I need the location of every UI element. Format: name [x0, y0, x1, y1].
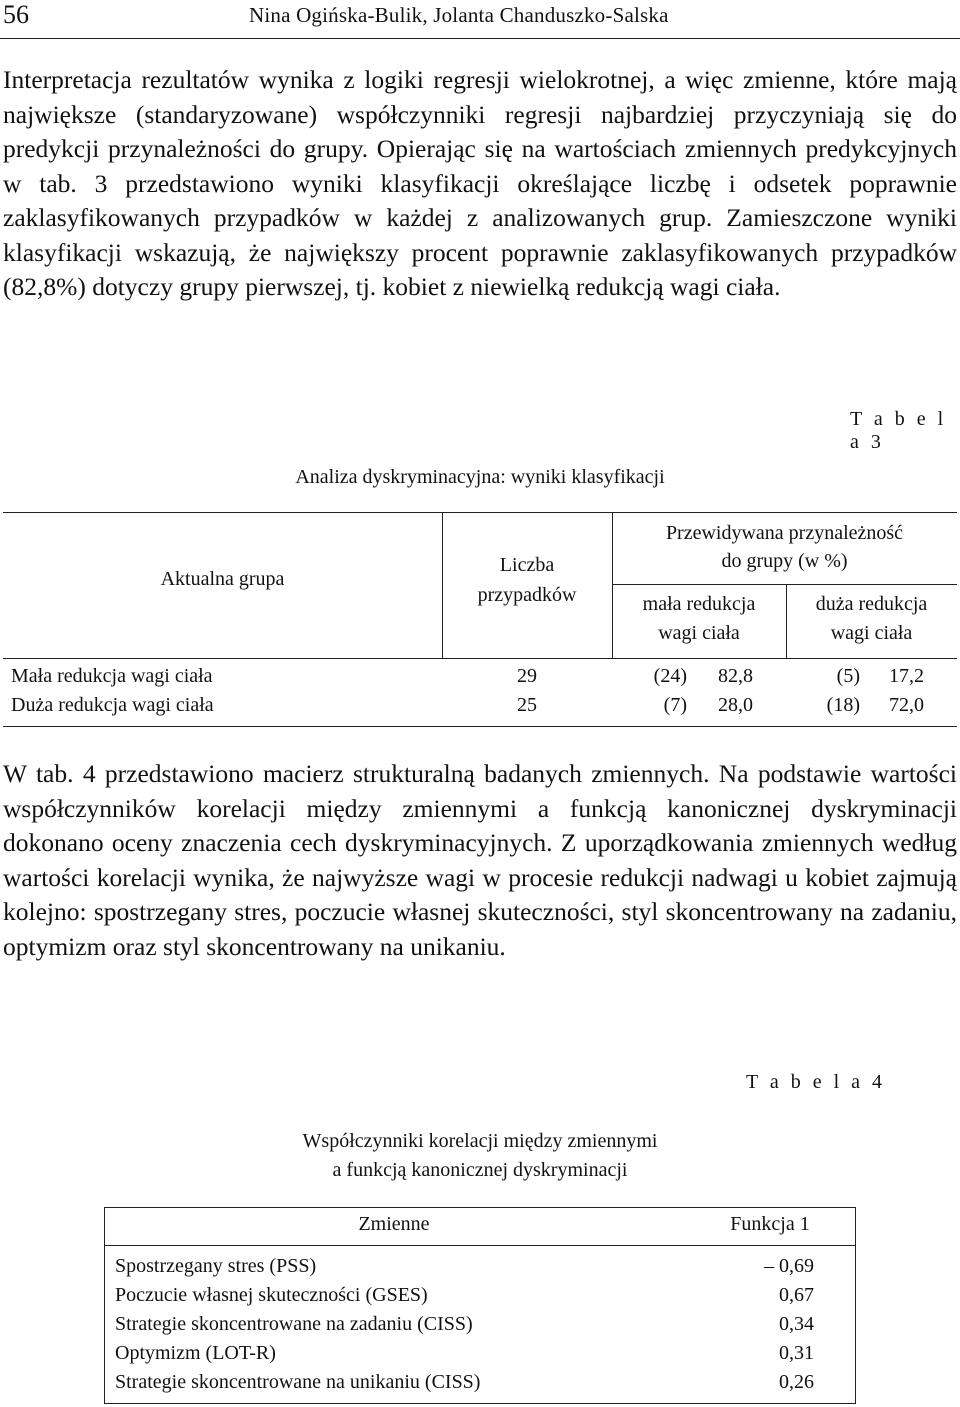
header-small-line2: wagi ciała	[658, 622, 740, 644]
table-3-title: Analiza dyskryminacyjna: wyniki klasyfikacji	[295, 466, 665, 488]
header-small-line1: mała redukcja	[642, 593, 756, 615]
row-2-count: 25	[517, 694, 537, 716]
row-4-variable: Optymizm (LOT-R)	[115, 1342, 276, 1364]
table-3	[3, 512, 957, 727]
row-2-small-pct: 28,0	[718, 694, 753, 716]
running-header	[0, 0, 960, 40]
table-4	[104, 1207, 856, 1404]
table-4-title-line2: a funkcją kanonicznej dyskryminacji	[332, 1159, 628, 1181]
row-2-group: Duża redukcja wagi ciała	[11, 694, 214, 716]
header-count-line2: przypadków	[477, 584, 577, 606]
page-number: 56	[3, 0, 29, 29]
table-rule-top	[104, 1207, 856, 1208]
row-1-small-pct: 82,8	[718, 665, 753, 687]
row-1-large-n: (5)	[836, 665, 860, 687]
table-3-label: T a b e l a 3	[850, 408, 947, 453]
row-3-variable: Strategie skoncentrowane na zadaniu (CISS)	[115, 1313, 473, 1335]
row-1-group: Mała redukcja wagi ciała	[11, 665, 213, 687]
table-rule-top	[3, 512, 957, 513]
row-1-value: – 0,69	[764, 1255, 814, 1277]
header-variables: Zmienne	[358, 1213, 430, 1235]
table-rule-bottom	[3, 726, 957, 727]
row-1-large-pct: 17,2	[889, 665, 924, 687]
table-4-label: T a b e l a 4	[746, 1071, 886, 1093]
body-paragraph-1: Interpretacja rezultatów wynika z logiki regresji wielokrotnej, a więc zmienne, które mają największe (standaryzowane) współczynniki regresji najbardziej przyczyniają się do predykcji przynależności do grupy. Opierając się na wartościach zmiennych predykcyjnych w tab. 3 przedstawiono wyniki klasyfikacji określające liczbę i odsetek poprawnie zaklasyfikowanych przypadków w każdej z analizowanych grup. Zamieszczone wyniki klasyfikacji wskazują, że największy procent poprawnie zaklasyfikowanych przypadków (82,8%) dotyczy grupy pierwszej, tj. kobiet z niewielką redukcją wagi ciała.	[3, 65, 957, 301]
header-actual-group: Aktualna grupa	[160, 568, 285, 590]
header-rule	[0, 38, 960, 39]
row-1-small-n: (24)	[653, 665, 687, 687]
row-2-large-pct: 72,0	[889, 694, 924, 716]
row-4-value: 0,31	[779, 1342, 814, 1364]
row-2-small-n: (7)	[663, 694, 687, 716]
table-subheader-rule	[612, 584, 957, 585]
row-2-large-n: (18)	[826, 694, 860, 716]
row-1-count: 29	[517, 665, 537, 687]
row-3-value: 0,34	[779, 1313, 814, 1335]
header-large-line1: duża redukcja	[815, 593, 928, 615]
row-2-variable: Poczucie własnej skuteczności (GSES)	[115, 1284, 428, 1306]
running-header-authors: Nina Ogińska-Bulik, Jolanta Chanduszko-Salska	[249, 3, 669, 27]
header-large-line2: wagi ciała	[830, 622, 913, 644]
table-border-left	[104, 1207, 105, 1404]
body-paragraph-2: W tab. 4 przedstawiono macierz strukturalną badanych zmiennych. Na podstawie wartości współczynników korelacji między zmiennymi a funkcją kanonicznej dyskryminacji dokonano oceny znaczenia cech dyskryminacyjnych. Z uporządkowania zmiennych według wartości korelacji wynika, że najwyższe wagi w procesie redukcji nadwagi u kobiet zajmują kolejno: spostrzegany stres, poczucie własnej skuteczności, styl skoncentrowany na zadaniu, optymizm oraz styl skoncentrowany na unikaniu.	[3, 759, 957, 961]
header-predicted-line1: Przewidywana przynależność	[665, 522, 904, 544]
row-5-variable: Strategie skoncentrowane na unikaniu (CISS)	[115, 1371, 481, 1393]
row-5-value: 0,26	[779, 1371, 814, 1393]
table-4-title-line1: Współczynniki korelacji między zmiennymi	[302, 1130, 658, 1152]
table-rule-header	[104, 1245, 856, 1246]
header-predicted-line2: do grupy (w %)	[721, 550, 848, 572]
table-border-right	[855, 1207, 856, 1404]
row-1-variable: Spostrzegany stres (PSS)	[115, 1255, 317, 1277]
row-2-value: 0,67	[779, 1284, 814, 1306]
header-function-1: Funkcja 1	[730, 1213, 810, 1235]
table-rule-header	[3, 658, 957, 659]
table-rule-bottom	[104, 1403, 856, 1404]
header-count-line1: Liczba	[499, 554, 555, 576]
